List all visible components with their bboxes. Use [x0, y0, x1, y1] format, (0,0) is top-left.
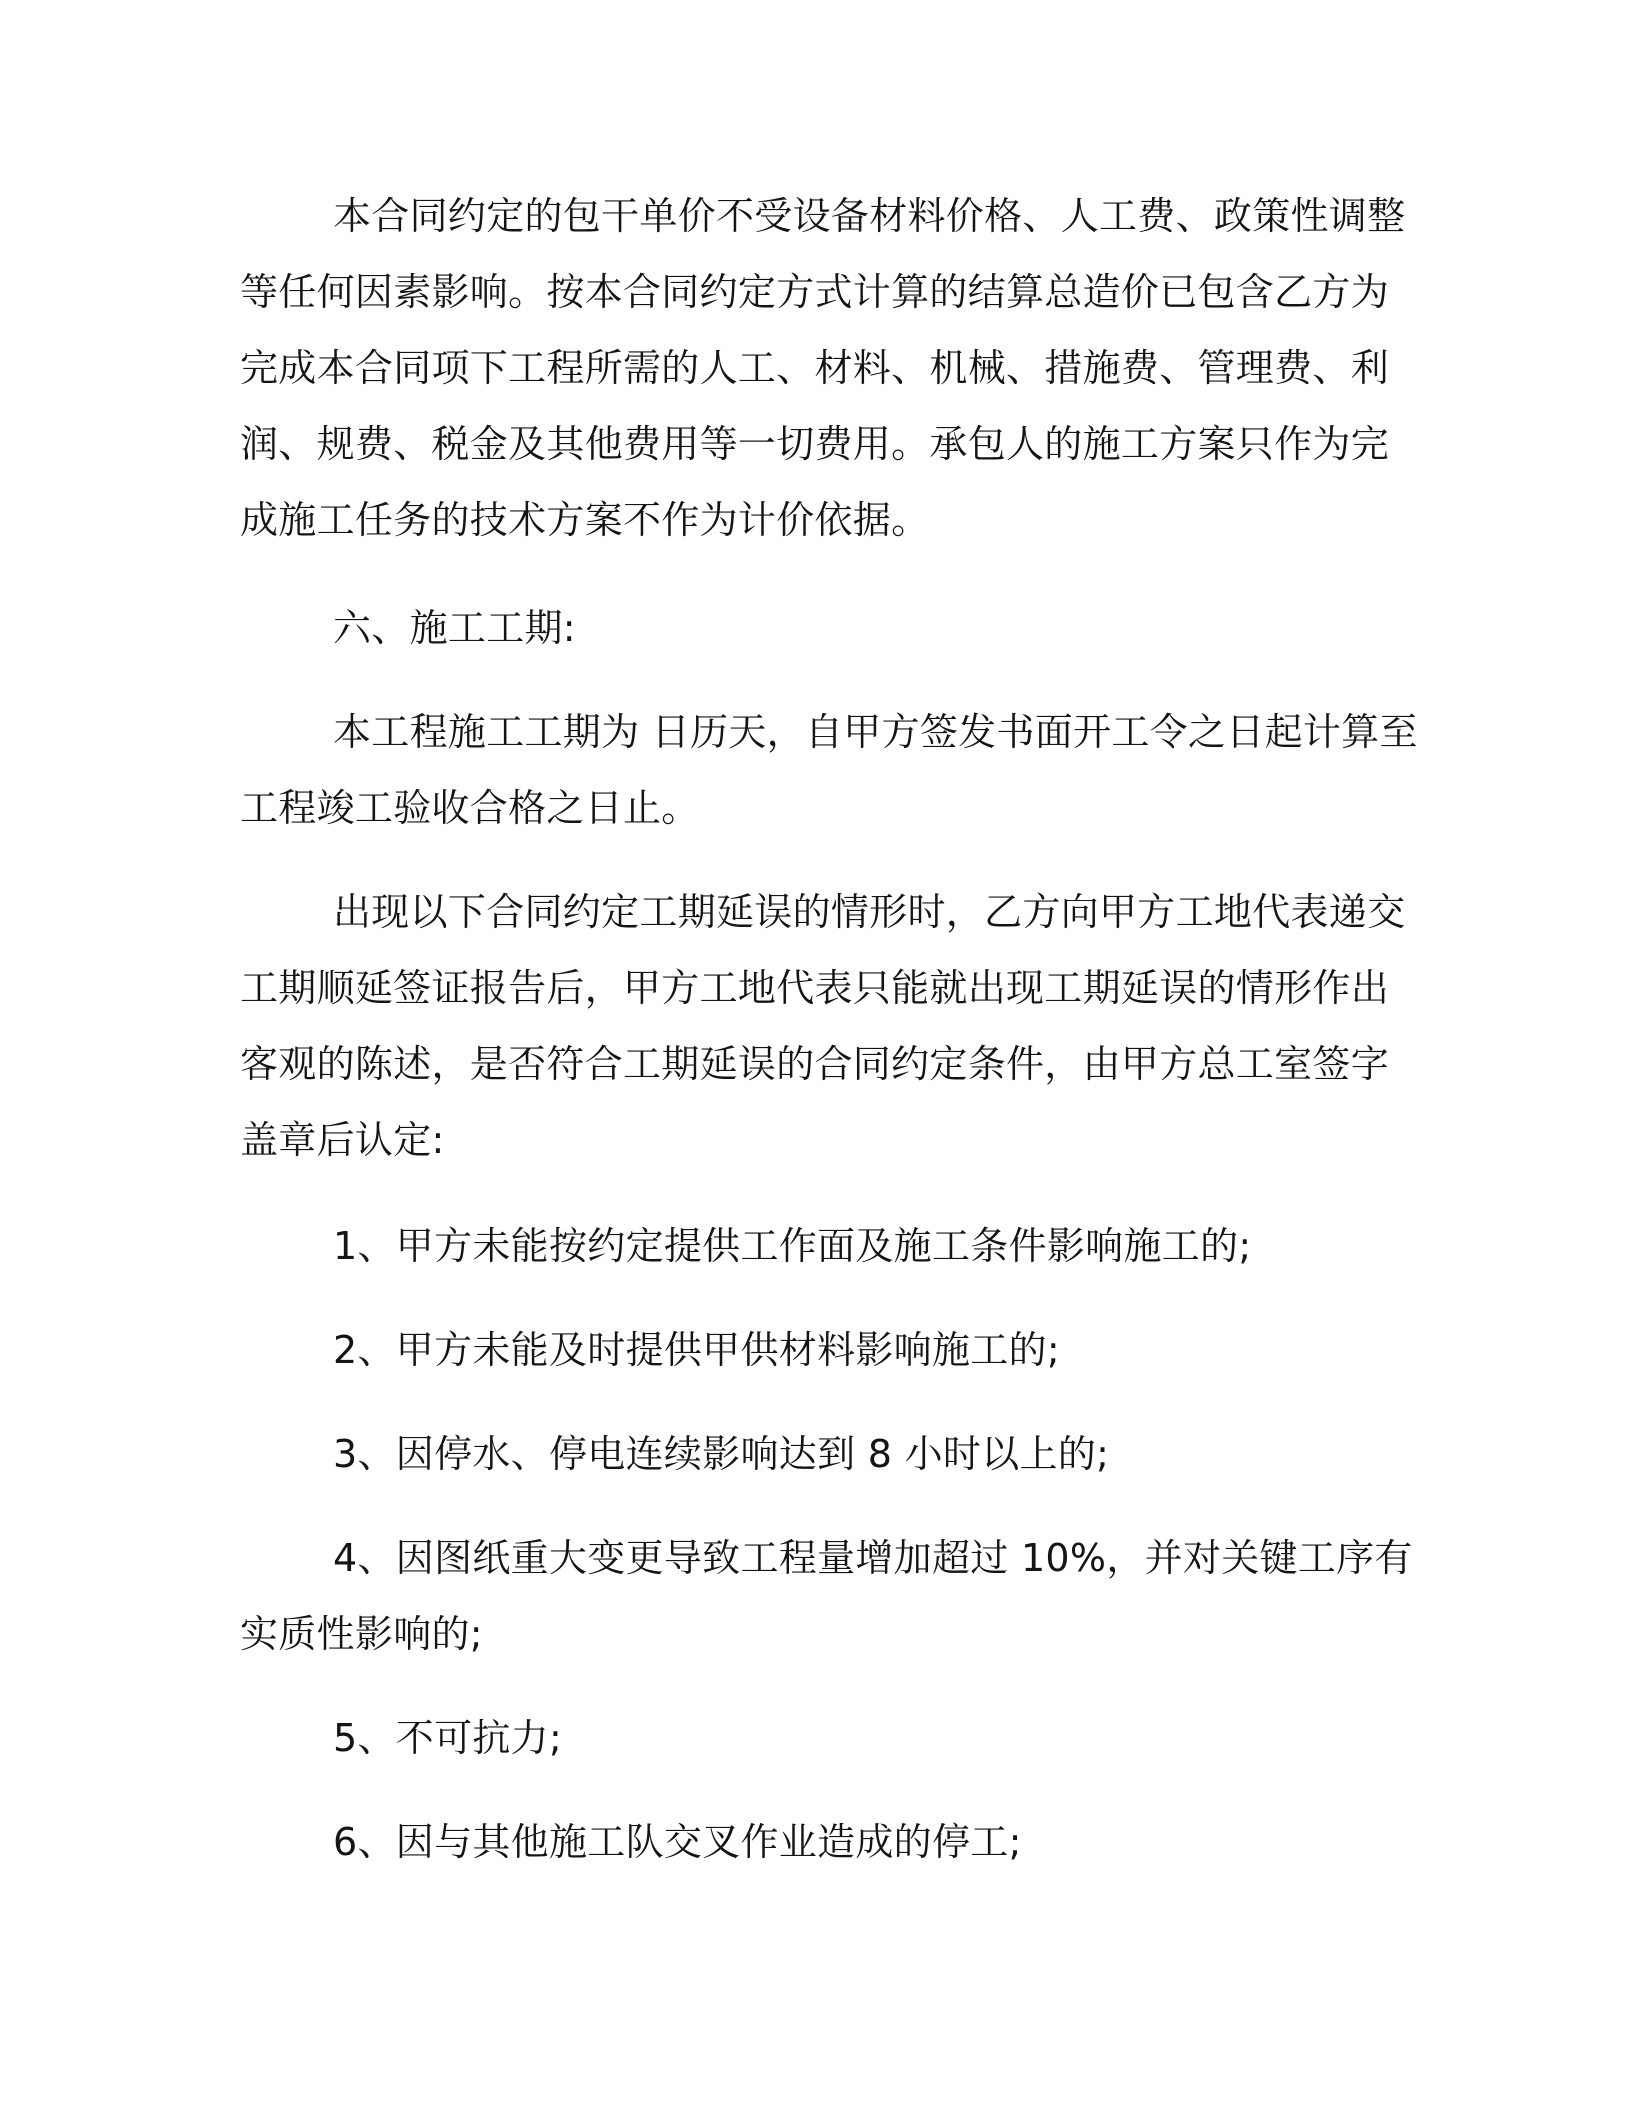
- list-item-line: 4、因图纸重大变更导致工程量增加超过 10%，并对关键工序有: [333, 1536, 1413, 1580]
- text-line: 盖章后认定:: [240, 1118, 445, 1162]
- list-item-line: 实质性影响的;: [240, 1612, 483, 1656]
- text-line: 完成本合同项下工程所需的人工、材料、机械、措施费、管理费、利: [240, 346, 1390, 390]
- text-line: 等任何因素影响。按本合同约定方式计算的结算总造价已包含乙方为: [240, 270, 1390, 314]
- text-line: 工期顺延签证报告后，甲方工地代表只能就出现工期延误的情形作出: [240, 966, 1390, 1010]
- section-heading: 六、施工工期:: [333, 606, 576, 650]
- text-line: 润、规费、税金及其他费用等一切费用。承包人的施工方案只作为完: [240, 422, 1390, 466]
- list-item: 5、不可抗力;: [333, 1716, 563, 1760]
- text-line: 成施工任务的技术方案不作为计价依据。: [240, 498, 930, 542]
- list-item: 6、因与其他施工队交叉作业造成的停工;: [333, 1820, 1022, 1864]
- list-item: 3、因停水、停电连续影响达到 8 小时以上的;: [333, 1432, 1110, 1476]
- text-line: 本工程施工工期为 日历天，自甲方签发书面开工令之日起计算至: [333, 710, 1418, 754]
- text-line: 客观的陈述，是否符合工期延误的合同约定条件，由甲方总工室签字: [240, 1042, 1390, 1086]
- text-line: 工程竣工验收合格之日止。: [240, 786, 700, 830]
- list-item: 2、甲方未能及时提供甲供材料影响施工的;: [333, 1328, 1060, 1372]
- list-item: 1、甲方未能按约定提供工作面及施工条件影响施工的;: [333, 1224, 1252, 1268]
- text-line: 出现以下合同约定工期延误的情形时，乙方向甲方工地代表递交: [333, 890, 1406, 934]
- text-line: 本合同约定的包干单价不受设备材料价格、人工费、政策性调整: [333, 194, 1406, 238]
